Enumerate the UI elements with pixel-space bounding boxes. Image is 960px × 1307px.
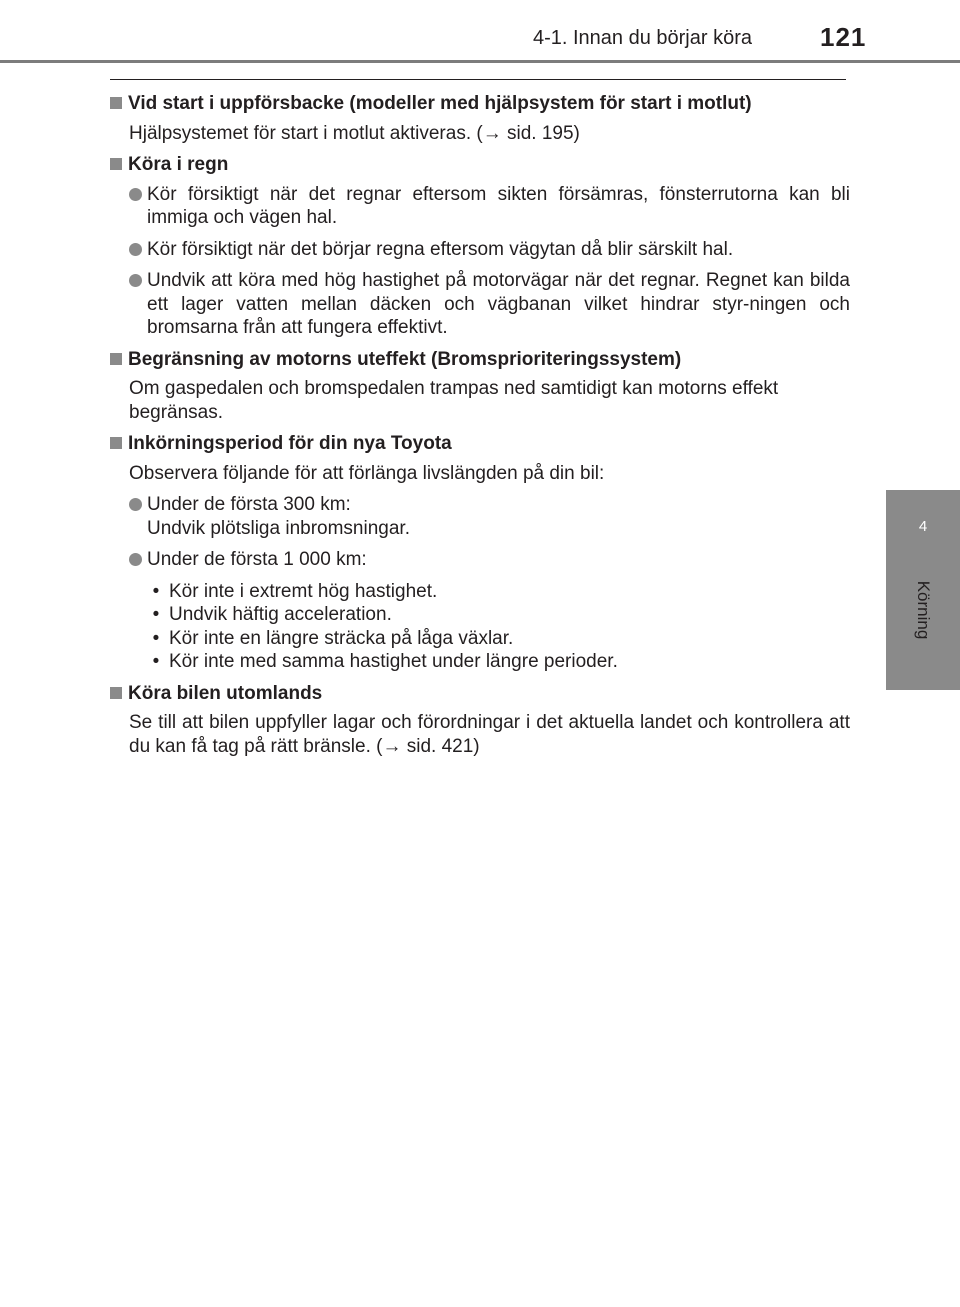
small-bullet-icon: • (152, 627, 160, 649)
heading-text: Inkörningsperiod för din nya Toyota (128, 433, 452, 454)
small-bullet-icon: • (152, 604, 160, 625)
chapter-number: 4 (918, 518, 928, 535)
section-paragraph: Observera följande för att förlänga livslängden på din bil: (129, 462, 605, 484)
list-item-text: Under de första 1 000 km: (147, 549, 367, 570)
circle-bullet-icon (129, 188, 142, 201)
heading-text: Köra i regn (128, 154, 229, 175)
header-rule (0, 60, 960, 63)
chapter-title: Körning (914, 580, 933, 640)
list-item (129, 183, 850, 230)
section-heading (110, 348, 850, 372)
square-bullet-icon (110, 97, 122, 109)
circle-bullet-icon (129, 498, 142, 511)
header-section-title: 4-1. Innan du börjar köra (532, 27, 752, 49)
section-paragraph: Om gaspedalen och bromspedalen trampas ned samtidigt kan motorns effekt begränsas. (129, 378, 779, 423)
sub-list-item (147, 603, 850, 627)
page-number: 121 (820, 22, 867, 52)
small-bullet-icon: • (152, 580, 160, 602)
list-item-text: Under de första 300 km: (147, 494, 351, 515)
sub-list-item (147, 650, 850, 674)
list-item-text: Kör försiktigt när det börjar regna eftersom vägytan då blir särskilt hal. (147, 238, 734, 260)
list-item (129, 548, 850, 572)
list-item-text: Kör försiktigt när det regnar eftersom sikten försämras, fönsterrutorna kan bli immiga och vägen hal. (147, 183, 850, 228)
sub-list-item-text: Kör inte i extremt hög hastighet. (169, 580, 438, 602)
list-item (129, 493, 850, 540)
section-heading (110, 682, 850, 706)
page-header (0, 0, 960, 62)
square-bullet-icon (110, 687, 122, 699)
list-item-text: Undvik att köra med hög hastighet på motorvägar när det regnar. Regnet kan bilda ett lager vatten mellan däcken och vägbanan vilket hindrar styr-ningen och bromsarna från att fungera effektivt. (147, 270, 850, 338)
heading-text: Begränsning av motorns uteffekt (Bromsprioriteringssystem) (128, 348, 682, 370)
list-item (129, 269, 850, 340)
list-item (129, 238, 850, 262)
chapter-side-tab[interactable] (886, 490, 960, 690)
section-heading (110, 153, 850, 177)
square-bullet-icon (110, 353, 122, 365)
content-top-rule (110, 79, 846, 80)
sub-list-item (147, 580, 850, 604)
section-heading (110, 92, 850, 116)
section-heading (110, 432, 850, 456)
small-bullet-icon: • (152, 651, 160, 672)
sub-list-item-text: Kör inte en längre sträcka på låga växlar. (169, 627, 514, 649)
section-paragraph: Se till att bilen uppfyller lagar och förordningar i det aktuella landet och kontrollera att du kan få tag på rätt bränsle. (→ sid. 421) (129, 712, 850, 757)
sub-list-item-text: Undvik häftig acceleration. (169, 604, 392, 625)
heading-text: Köra bilen utomlands (128, 682, 323, 704)
section-paragraph: Hjälpsystemet för start i motlut aktiveras. (→ sid. 195) (129, 122, 580, 144)
heading-text: Vid start i uppförsbacke (modeller med hjälpsystem för start i motlut) (128, 93, 752, 114)
circle-bullet-icon (129, 553, 142, 566)
sub-list (147, 580, 850, 674)
list-item-text: Undvik plötsliga inbromsningar. (147, 517, 410, 539)
page-content (110, 92, 850, 766)
circle-bullet-icon (129, 274, 142, 287)
sub-list-item-text: Kör inte med samma hastighet under längre perioder. (169, 651, 618, 672)
sub-list-item (147, 627, 850, 651)
square-bullet-icon (110, 437, 122, 449)
circle-bullet-icon (129, 243, 142, 256)
square-bullet-icon (110, 158, 122, 170)
